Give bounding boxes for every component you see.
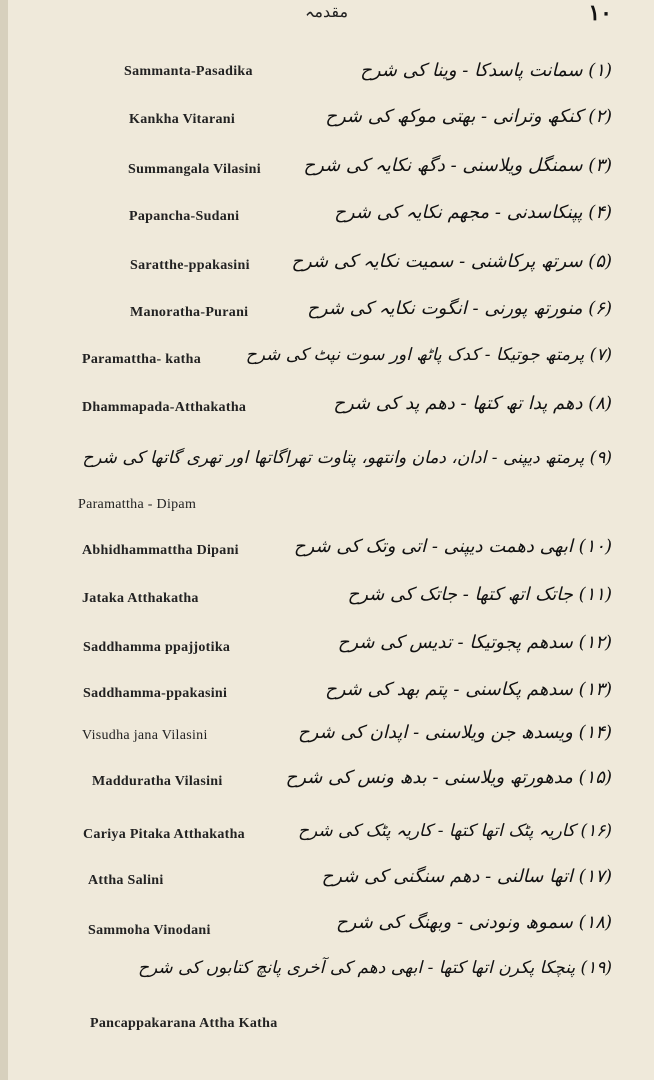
entry-17-urdu: (۱۷) اتھا سالنی - دھم سنگنی کی شرح [321,866,612,887]
entry-17-english: Attha Salini [88,873,164,888]
page-number: ۱۰ [588,0,612,26]
running-title: مقدمہ [305,2,349,21]
entry-18-english: Sammoha Vinodani [88,923,211,938]
entry-1-urdu: (۱) سمانت پاسدکا - وینا کی شرح [360,60,612,81]
page-header [0,0,654,36]
entry-13-urdu: (۱۳) سدھم پکاسنی - پتم بھد کی شرح [325,679,612,700]
entry-8-urdu: (۸) دھم پدا تھ کتھا - دھم پد کی شرح [333,393,612,414]
entry-16-english: Cariya Pitaka Atthakatha [83,827,245,842]
entry-16-urdu: (۱۶) کاریہ پٹک اتھا کتھا - کاریہ پٹک کی شرح [298,821,612,841]
entry-1-english: Sammanta-Pasadika [124,64,253,79]
entry-2-english: Kankha Vitarani [129,112,236,127]
entry-2-urdu: (۲) کنکھ وترانی - بھتی موکھ کی شرح [325,106,612,127]
entry-3-urdu: (۳) سمنگل ویلاسنی - دگھ نکایہ کی شرح [303,155,612,176]
entry-14-urdu: (۱۴) ویسدھ جن ویلاسنی - اپدان کی شرح [298,722,612,743]
entry-10-urdu: (۱۰) ابھی دھمت دیپنی - اتی وتک کی شرح [293,536,612,557]
entry-11-urdu: (۱۱) جاتک اتھ کتھا - جاتک کی شرح [347,584,612,605]
entry-4-urdu: (۴) پپنکاسدنی - مجھم نکایہ کی شرح [334,202,612,223]
entry-12-urdu: (۱۲) سدھم پجوتیکا - تدیس کی شرح [337,632,612,653]
entry-12-english: Saddhamma ppajjotika [83,640,231,655]
entry-4-english: Papancha-Sudani [129,209,240,224]
entry-6-english: Manoratha-Purani [130,305,249,320]
entry-13-english: Saddhamma-ppakasini [83,686,228,701]
entry-10-english: Abhidhammattha Dipani [82,543,239,558]
entry-15-english: Madduratha Vilasini [92,774,223,789]
page-binding-edge [0,0,8,1080]
entry-7-english: Paramattha- katha [82,352,202,367]
entry-9-english: Paramattha - Dipam [78,497,197,512]
entry-3-english: Summangala Vilasini [128,162,261,177]
entry-15-urdu: (۱۵) مدھورتھ ویلاسنی - بدھ ونس کی شرح [285,767,612,788]
entry-6-urdu: (۶) منورتھ پورنی - انگوت نکایہ کی شرح [307,298,612,319]
entry-19-urdu: (۱۹) پنچکا پکرن اتھا کتھا - ابھی دھم کی آخری پانچ کتابوں کی شرح [138,958,612,978]
entry-7-urdu: (۷) پرمتھ جوتیکا - کدک پاٹھ اور سوت نپٹ کی شرح [245,345,612,365]
entry-8-english: Dhammapada-Atthakatha [82,400,247,415]
entry-19-english: Pancappakarana Attha Katha [90,1016,278,1031]
entry-9-urdu: (۹) پرمتھ دیپنی - ادان، دمان وانتھو، پتاوت تھراگاتھا اور تھری گاتھا کی شرح [82,448,612,468]
entry-5-urdu: (۵) سرتھ پرکاشنی - سمیت نکایہ کی شرح [291,251,612,272]
entry-5-english: Saratthe-ppakasini [130,258,250,273]
entry-18-urdu: (۱۸) سموھ ونودنی - وبھنگ کی شرح [336,912,612,933]
entry-11-english: Jataka Atthakatha [82,591,199,606]
entry-14-english: Visudha jana Vilasini [82,728,208,743]
